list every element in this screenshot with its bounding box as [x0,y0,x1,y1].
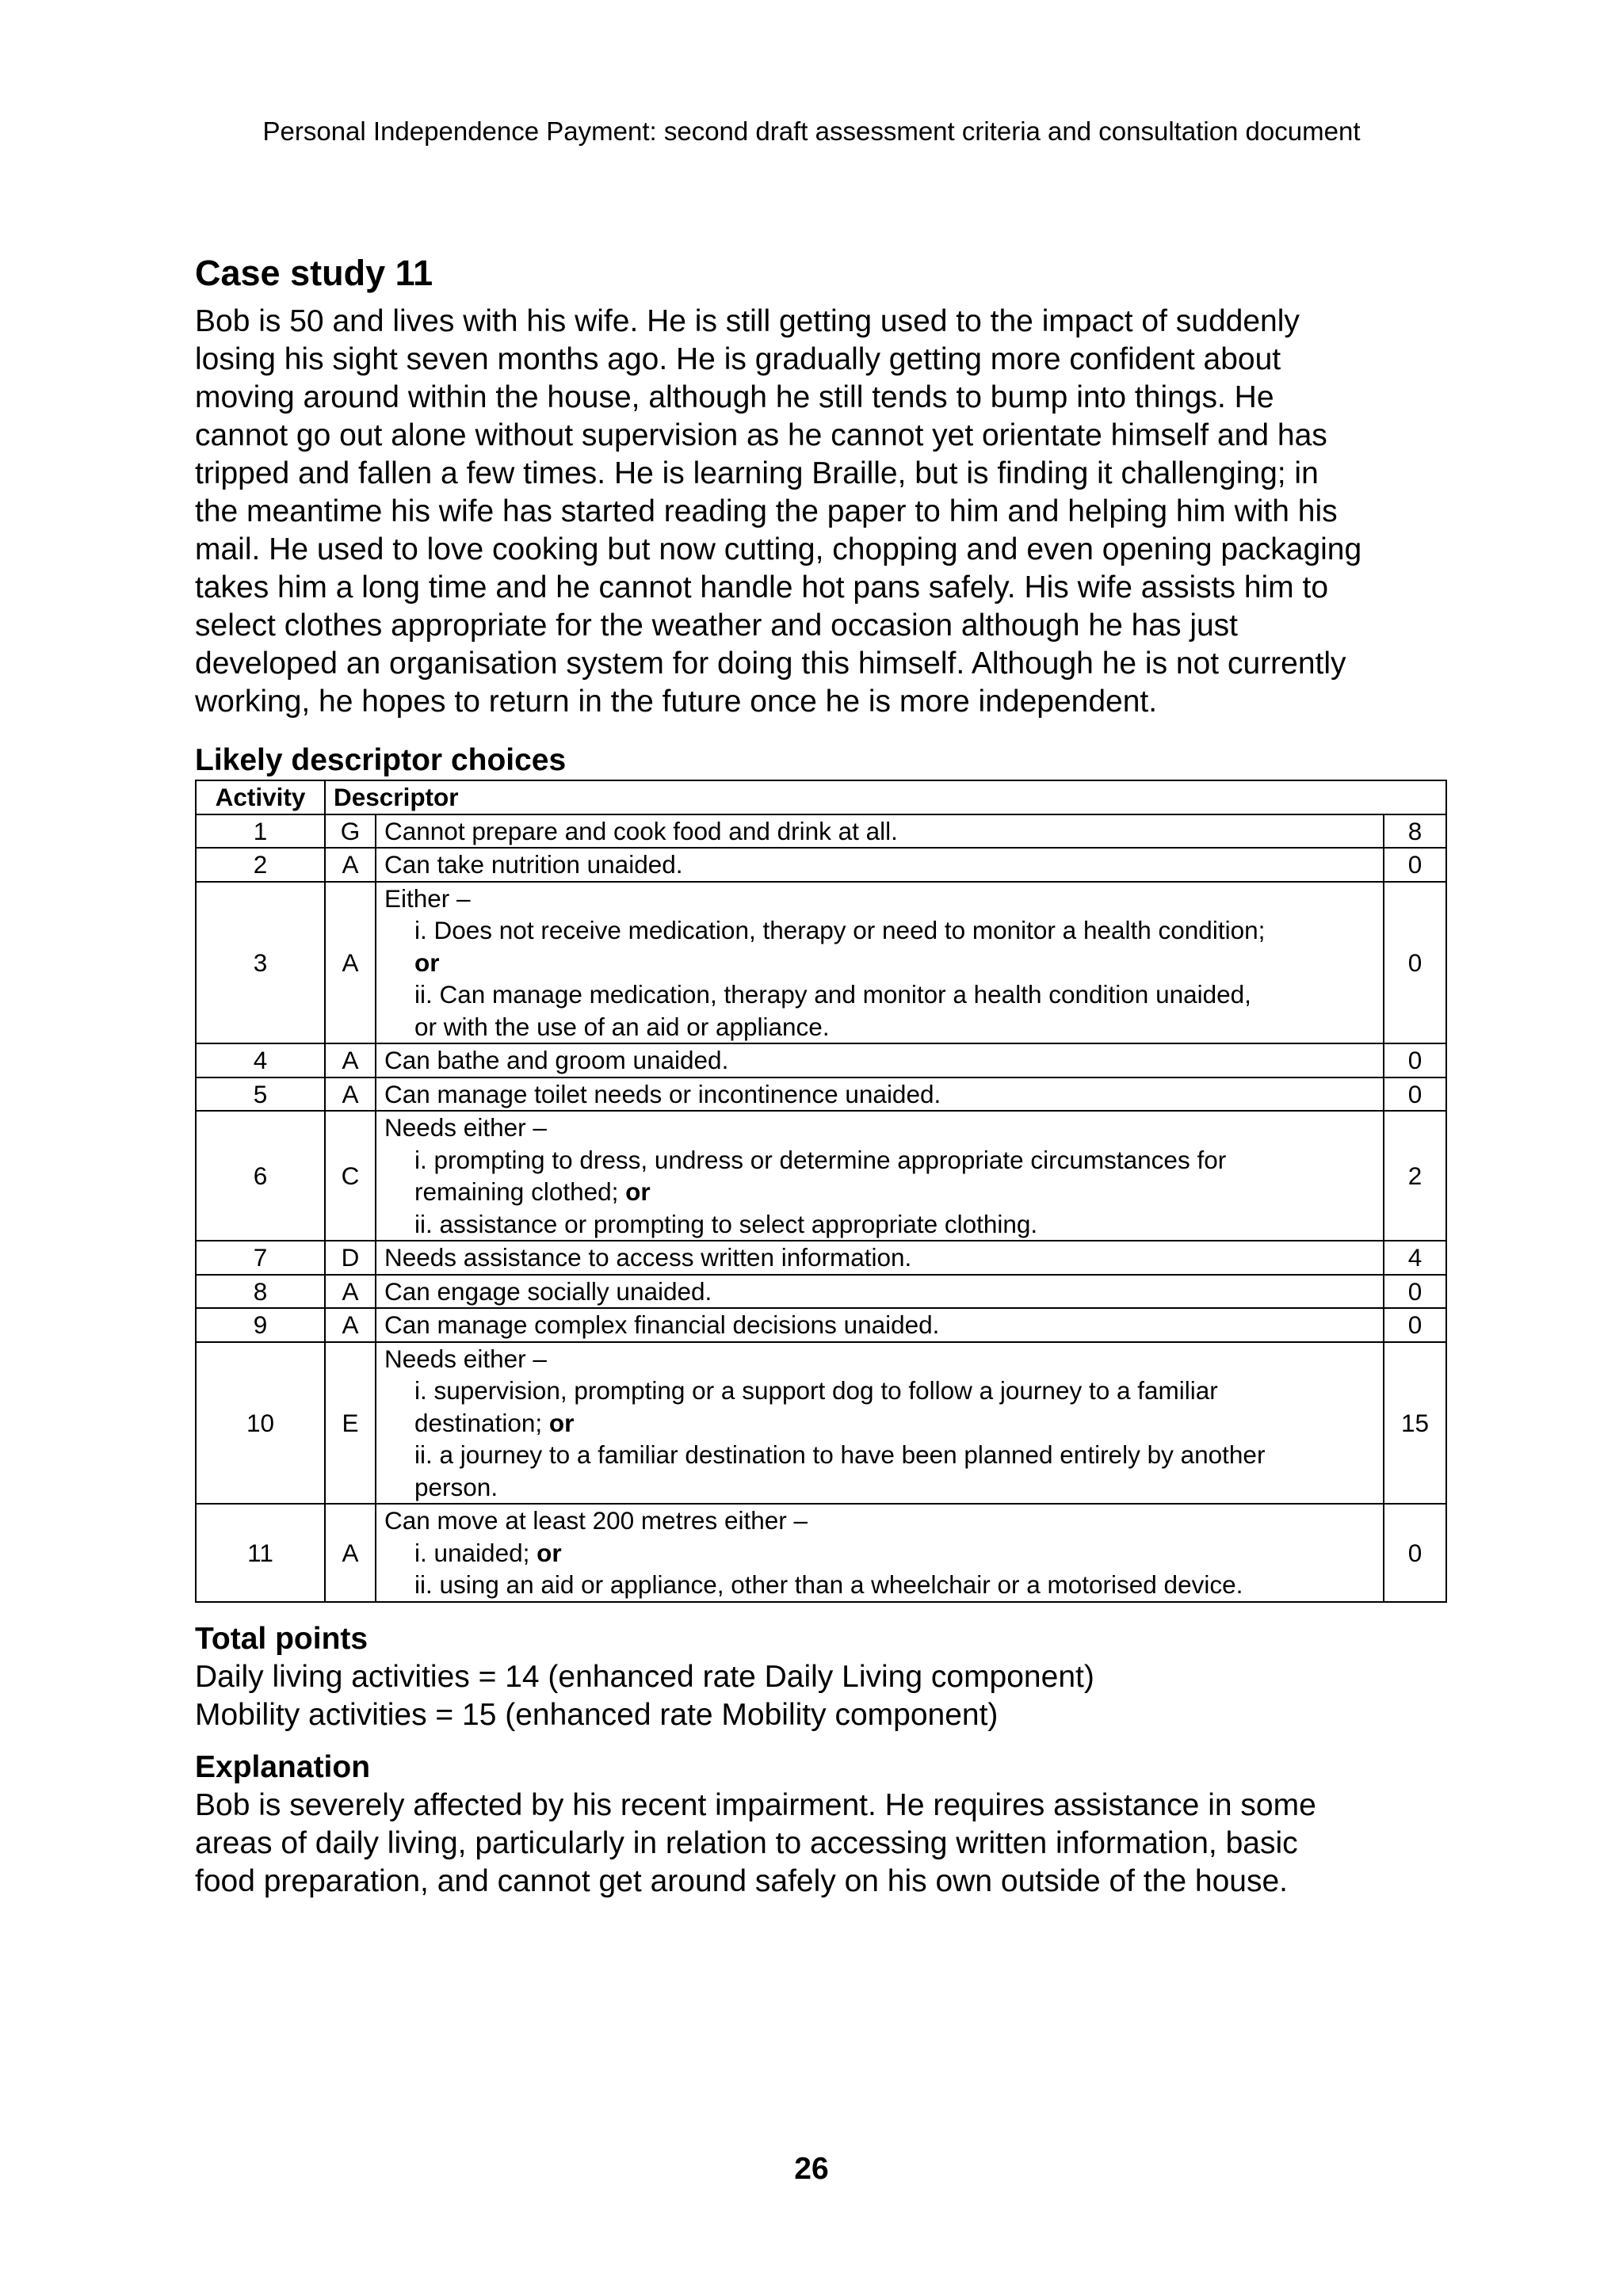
running-header: Personal Independence Payment: second draft assessment criteria and consultation document [262,116,1361,146]
descriptor-letter: A [325,882,376,1044]
descriptor-line [384,883,1375,915]
total-points-lines [195,1658,1447,1734]
descriptor-line-text: Can take nutrition unaided. [384,850,683,879]
descriptor-letter: A [325,1077,376,1112]
descriptor-text [376,814,1384,849]
case-study-line: the meantime his wife has started reading the paper to him and helping him with his [195,494,1338,528]
activity-number: 7 [196,1241,325,1275]
descriptor-text [376,1275,1384,1309]
descriptor-line [384,1208,1375,1241]
descriptor-line [384,1343,1375,1375]
descriptor-text [376,1043,1384,1077]
descriptor-line-text: Cannot prepare and cook food and drink at all. [384,816,898,845]
table-row [196,1241,1446,1275]
descriptor-line-text: Can manage toilet needs or incontinence unaided. [384,1079,941,1108]
descriptor-or: or [548,1408,575,1437]
table-row [196,1342,1446,1505]
activity-number: 8 [196,1275,325,1309]
descriptor-line [384,1439,1375,1471]
table-row [196,1275,1446,1309]
points-value: 15 [1384,1342,1446,1505]
descriptor-text [376,882,1384,1044]
points-value: 0 [1384,848,1446,882]
descriptor-line-text: i. unaided; [414,1538,537,1567]
case-study-line: Bob is 50 and lives with his wife. He is still getting used to the impact of suddenly [195,304,1300,338]
activity-number: 4 [196,1043,325,1077]
case-study-line: moving around within the house, although he still tends to bump into things. He [195,380,1274,414]
header-descriptor: Descriptor [325,780,1446,814]
explanation-line: areas of daily living, particularly in relation to accessing written information, basic [195,1825,1298,1860]
activity-number: 6 [196,1111,325,1241]
descriptor-letter: A [325,1504,376,1602]
case-study-title: Case study 11 [195,253,433,293]
table-header-row [196,780,1446,814]
descriptor-line [384,815,1375,848]
page-number: 26 [794,2152,829,2186]
case-study-line: tripped and fallen a few times. He is learning Braille, but is finding it challenging; in [195,456,1319,490]
explanation-line: food preparation, and cannot get around safely on his own outside of the house. [195,1863,1288,1898]
activity-number: 5 [196,1077,325,1112]
descriptor-line [384,1276,1375,1308]
descriptor-line-text: or [414,948,440,977]
descriptor-line [384,1407,1375,1440]
descriptor-line-text: Can manage complex financial decisions unaided. [384,1310,940,1339]
descriptor-line [384,1078,1375,1111]
case-study-line: working, he hopes to return in the future once he is more independent. [195,685,1158,719]
table-row [196,1077,1446,1112]
descriptor-line [384,978,1375,1011]
descriptor-line-text: or with the use of an aid or appliance. [414,1012,830,1041]
descriptor-or: or [537,1538,562,1567]
activity-number: 11 [196,1504,325,1602]
descriptor-line [384,1176,1375,1208]
table-row [196,1043,1446,1077]
descriptor-line [384,1471,1375,1504]
descriptor-line [384,914,1375,947]
descriptor-text [376,1342,1384,1505]
table-body [196,814,1446,1602]
descriptor-text [376,1504,1384,1602]
case-study-line: mail. He used to love cooking but now cutting, chopping and even opening packaging [195,532,1362,566]
descriptor-line-text: ii. Can manage medication, therapy and monitor a health condition unaided, [414,980,1251,1009]
descriptor-line [384,1011,1375,1043]
activity-number: 3 [196,882,325,1044]
descriptor-table [195,780,1447,1603]
activity-number: 2 [196,848,325,882]
table-row [196,814,1446,849]
points-value: 0 [1384,1043,1446,1077]
points-value: 0 [1384,1308,1446,1342]
descriptor-line-text: Needs either – [384,1113,547,1142]
case-study-line: takes him a long time and he cannot handle hot pans safely. His wife assists him to [195,570,1329,605]
descriptor-line-text: Needs either – [384,1344,547,1373]
explanation-line: Bob is severely affected by his recent impairment. He requires assistance in some [195,1787,1316,1822]
descriptor-letter: D [325,1241,376,1275]
main-content [195,252,1447,1901]
case-study-line: cannot go out alone without supervision as he cannot yet orientate himself and has [195,418,1327,452]
points-value: 0 [1384,1504,1446,1602]
descriptor-line [384,947,1375,979]
table-row [196,1111,1446,1241]
table-row [196,882,1446,1044]
case-study-line: developed an organisation system for doing this himself. Although he is not currently [195,646,1346,681]
descriptor-line [384,1112,1375,1144]
descriptor-text [376,848,1384,882]
descriptor-line-text: ii. a journey to a familiar destination to have been planned entirely by another [414,1440,1266,1469]
descriptor-line [384,1537,1375,1569]
descriptor-text [376,1111,1384,1241]
descriptor-letter: C [325,1111,376,1241]
points-value: 0 [1384,1077,1446,1112]
total-points-line: Mobility activities = 15 (enhanced rate Mobility component) [195,1697,999,1732]
descriptor-line-text: i. prompting to dress, undress or determine appropriate circumstances for [414,1145,1227,1174]
explanation-paragraph [195,1787,1447,1901]
points-value: 4 [1384,1241,1446,1275]
table-row [196,848,1446,882]
descriptor-line-text: Can engage socially unaided. [384,1276,712,1306]
points-value: 0 [1384,1275,1446,1309]
descriptor-text [376,1241,1384,1275]
activity-number: 1 [196,814,325,849]
descriptor-line-text: remaining clothed; [414,1177,626,1206]
activity-number: 10 [196,1342,325,1505]
descriptor-line [384,1144,1375,1177]
descriptor-line-text: Needs assistance to access written information. [384,1243,912,1272]
activity-number: 9 [196,1308,325,1342]
descriptor-line [384,1044,1375,1077]
descriptor-line [384,1505,1375,1537]
descriptor-text [376,1077,1384,1112]
total-points-title: Total points [195,1621,369,1656]
descriptor-line-text: i. supervision, prompting or a support dog to follow a journey to a familiar [414,1376,1218,1405]
descriptor-line-text: ii. using an aid or appliance, other than a wheelchair or a motorised device. [414,1570,1243,1599]
descriptor-line-text: Can bathe and groom unaided. [384,1046,729,1074]
descriptor-line-text: Can move at least 200 metres either – [384,1506,808,1535]
descriptor-letter: A [325,1308,376,1342]
case-study-line: losing his sight seven months ago. He is gradually getting more confident about [195,342,1281,376]
case-study-line: select clothes appropriate for the weather and occasion although he has just [195,608,1239,643]
descriptor-or: or [625,1177,651,1206]
descriptor-line-text: i. Does not receive medication, therapy or need to monitor a health condition; [414,916,1266,944]
descriptor-letter: A [325,848,376,882]
descriptor-line-text: person. [414,1472,498,1501]
descriptor-letter: A [325,1043,376,1077]
descriptor-line [384,1569,1375,1601]
table-row [196,1504,1446,1602]
total-points-line: Daily living activities = 14 (enhanced rate Daily Living component) [195,1659,1094,1694]
header-activity: Activity [196,780,325,814]
descriptor-letter: E [325,1342,376,1505]
points-value: 0 [1384,882,1446,1044]
descriptor-line [384,1309,1375,1341]
descriptor-line-text: ii. assistance or prompting to select appropriate clothing. [414,1209,1038,1238]
points-value: 8 [1384,814,1446,849]
descriptor-line [384,1375,1375,1407]
descriptor-line-text: destination; [414,1408,549,1437]
explanation-title: Explanation [195,1749,371,1784]
descriptor-line [384,1241,1375,1274]
descriptor-line-text: Either – [384,883,471,913]
descriptor-letter: G [325,814,376,849]
table-title: Likely descriptor choices [195,743,567,777]
descriptor-text [376,1308,1384,1342]
points-value: 2 [1384,1111,1446,1241]
table-row [196,1308,1446,1342]
descriptor-line [384,849,1375,881]
descriptor-letter: A [325,1275,376,1309]
case-study-paragraph [195,303,1447,721]
